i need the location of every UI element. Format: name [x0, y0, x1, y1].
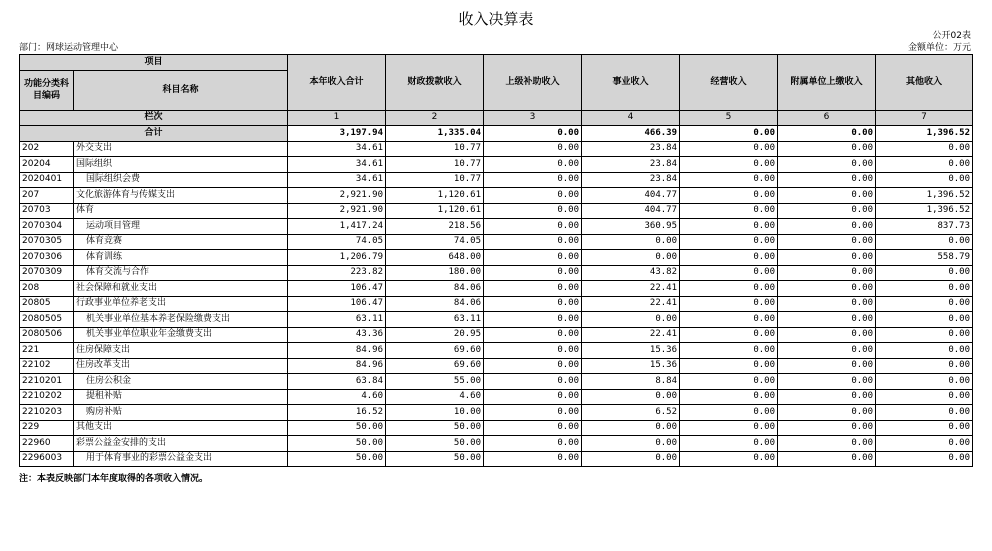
row-value: 23.84: [582, 157, 680, 173]
row-code: 20805: [20, 296, 74, 312]
row-value: 106.47: [288, 296, 386, 312]
total-value: 0.00: [778, 126, 876, 142]
total-value: 1,396.52: [876, 126, 973, 142]
row-value: 0.00: [876, 141, 973, 157]
row-value: 0.00: [582, 234, 680, 250]
row-value: 0.00: [778, 157, 876, 173]
table-row: [20, 281, 973, 297]
table-row: [20, 234, 973, 250]
row-value: 1,120.61: [386, 188, 484, 204]
table-row: [20, 374, 973, 390]
table-row: [20, 203, 973, 219]
row-value: 74.05: [288, 234, 386, 250]
row-value: 43.82: [582, 265, 680, 281]
row-value: 0.00: [484, 203, 582, 219]
row-value: 0.00: [680, 405, 778, 421]
row-value: 0.00: [680, 203, 778, 219]
row-value: 63.84: [288, 374, 386, 390]
row-value: 0.00: [778, 312, 876, 328]
row-code: 20204: [20, 157, 74, 173]
row-value: 0.00: [484, 157, 582, 173]
row-value: 22.41: [582, 296, 680, 312]
row-value: 0.00: [484, 219, 582, 235]
row-value: 0.00: [484, 188, 582, 204]
row-value: 15.36: [582, 343, 680, 359]
col-header-7: 其他收入: [876, 55, 973, 111]
row-value: 0.00: [876, 327, 973, 343]
row-value: 0.00: [876, 265, 973, 281]
row-value: 23.84: [582, 172, 680, 188]
row-subject-name: 机关事业单位基本养老保险缴费支出: [74, 312, 288, 328]
row-value: 0.00: [582, 250, 680, 266]
row-value: 10.77: [386, 157, 484, 173]
table-row: [20, 188, 973, 204]
row-value: 0.00: [680, 234, 778, 250]
row-value: 22.41: [582, 281, 680, 297]
row-value: 0.00: [680, 157, 778, 173]
row-value: 0.00: [680, 374, 778, 390]
row-value: 6.52: [582, 405, 680, 421]
row-value: 84.96: [288, 358, 386, 374]
row-value: 0.00: [876, 343, 973, 359]
row-value: 0.00: [778, 436, 876, 452]
table-row: [20, 451, 973, 467]
row-subject-name: 国际组织: [74, 157, 288, 173]
row-code: 221: [20, 343, 74, 359]
row-value: 0.00: [484, 420, 582, 436]
row-value: 0.00: [876, 172, 973, 188]
row-subject-name: 运动项目管理: [74, 219, 288, 235]
row-value: 0.00: [778, 172, 876, 188]
row-value: 84.96: [288, 343, 386, 359]
row-value: 23.84: [582, 141, 680, 157]
page-title: 收入决算表: [458, 10, 534, 28]
row-value: 0.00: [582, 451, 680, 467]
row-value: 84.06: [386, 281, 484, 297]
row-value: 0.00: [778, 343, 876, 359]
col-number-2: 2: [386, 110, 484, 126]
row-subject-name: 行政事业单位养老支出: [74, 296, 288, 312]
row-value: 0.00: [778, 250, 876, 266]
row-code: 2210203: [20, 405, 74, 421]
income-table: [19, 54, 973, 467]
col-header-2: 财政拨款收入: [386, 55, 484, 111]
table-row: [20, 141, 973, 157]
col-number-5: 5: [680, 110, 778, 126]
row-value: 0.00: [582, 389, 680, 405]
row-subject-name: 体育: [74, 203, 288, 219]
row-value: 22.41: [582, 327, 680, 343]
row-index-label: 栏次: [20, 110, 288, 126]
row-value: 223.82: [288, 265, 386, 281]
row-value: 0.00: [876, 451, 973, 467]
row-subject-name: 提租补贴: [74, 389, 288, 405]
row-value: 10.77: [386, 172, 484, 188]
table-row: [20, 436, 973, 452]
row-subject-name: 购房补贴: [74, 405, 288, 421]
row-value: 0.00: [484, 265, 582, 281]
row-code: 2210201: [20, 374, 74, 390]
row-value: 50.00: [386, 436, 484, 452]
row-value: 16.52: [288, 405, 386, 421]
row-subject-name: 住房保障支出: [74, 343, 288, 359]
col-header-3: 上级补助收入: [484, 55, 582, 111]
row-value: 0.00: [484, 389, 582, 405]
row-code: 202: [20, 141, 74, 157]
row-value: 0.00: [876, 358, 973, 374]
table-row: [20, 250, 973, 266]
row-value: 50.00: [288, 451, 386, 467]
row-subject-name: 用于体育事业的彩票公益金支出: [74, 451, 288, 467]
table-row: [20, 265, 973, 281]
row-code: 208: [20, 281, 74, 297]
total-value: 466.39: [582, 126, 680, 142]
row-value: 558.79: [876, 250, 973, 266]
total-value: 0.00: [484, 126, 582, 142]
row-value: 84.06: [386, 296, 484, 312]
row-value: 0.00: [778, 219, 876, 235]
row-value: 0.00: [680, 219, 778, 235]
row-code: 20703: [20, 203, 74, 219]
col-number-1: 1: [288, 110, 386, 126]
row-value: 0.00: [680, 172, 778, 188]
row-value: 0.00: [778, 265, 876, 281]
row-value: 63.11: [288, 312, 386, 328]
row-value: 0.00: [680, 420, 778, 436]
row-value: 0.00: [484, 296, 582, 312]
row-value: 0.00: [484, 141, 582, 157]
row-value: 34.61: [288, 141, 386, 157]
row-value: 0.00: [876, 312, 973, 328]
row-value: 2,921.90: [288, 188, 386, 204]
row-value: 0.00: [778, 374, 876, 390]
row-value: 50.00: [386, 420, 484, 436]
row-value: 0.00: [778, 141, 876, 157]
table-row: [20, 405, 973, 421]
row-value: 20.95: [386, 327, 484, 343]
row-value: 0.00: [876, 296, 973, 312]
row-value: 106.47: [288, 281, 386, 297]
row-value: 0.00: [876, 405, 973, 421]
row-subject-name: 体育竞赛: [74, 234, 288, 250]
row-value: 55.00: [386, 374, 484, 390]
row-value: 837.73: [876, 219, 973, 235]
row-value: 0.00: [680, 389, 778, 405]
row-value: 0.00: [778, 451, 876, 467]
total-value: 3,197.94: [288, 126, 386, 142]
header-project: 项目: [20, 55, 288, 71]
row-code: 2070309: [20, 265, 74, 281]
row-value: 0.00: [484, 358, 582, 374]
row-subject-name: 社会保障和就业支出: [74, 281, 288, 297]
row-code: 22960: [20, 436, 74, 452]
row-value: 0.00: [680, 327, 778, 343]
row-value: 404.77: [582, 203, 680, 219]
footnote: 注：本表反映部门本年度取得的各项收入情况。: [19, 474, 209, 484]
row-value: 8.84: [582, 374, 680, 390]
row-value: 43.36: [288, 327, 386, 343]
row-value: 34.61: [288, 172, 386, 188]
row-value: 0.00: [778, 420, 876, 436]
row-value: 0.00: [680, 358, 778, 374]
row-value: 0.00: [680, 141, 778, 157]
row-value: 0.00: [484, 405, 582, 421]
table-row: [20, 343, 973, 359]
col-header-6: 附属单位上缴收入: [778, 55, 876, 111]
row-subject-name: 体育交流与合作: [74, 265, 288, 281]
row-code: 2020401: [20, 172, 74, 188]
unit-label: 金额单位：万元: [907, 43, 971, 53]
row-value: 69.60: [386, 343, 484, 359]
row-value: 10.00: [386, 405, 484, 421]
row-value: 0.00: [680, 296, 778, 312]
row-value: 404.77: [582, 188, 680, 204]
table-row: [20, 358, 973, 374]
row-value: 69.60: [386, 358, 484, 374]
header-subject-name: 科目名称: [74, 70, 288, 110]
table-row: [20, 327, 973, 343]
row-value: 0.00: [778, 389, 876, 405]
col-header-4: 事业收入: [582, 55, 680, 111]
row-code: 2210202: [20, 389, 74, 405]
row-value: 0.00: [582, 312, 680, 328]
total-row: [20, 126, 973, 142]
table-row: [20, 172, 973, 188]
row-code: 2080506: [20, 327, 74, 343]
row-subject-name: 彩票公益金安排的支出: [74, 436, 288, 452]
col-number-4: 4: [582, 110, 680, 126]
row-value: 0.00: [778, 281, 876, 297]
col-header-1: 本年收入合计: [288, 55, 386, 111]
header-func-code: 功能分类科目编码: [20, 70, 74, 110]
col-number-6: 6: [778, 110, 876, 126]
row-subject-name: 国际组织会费: [74, 172, 288, 188]
row-value: 0.00: [778, 203, 876, 219]
row-value: 0.00: [876, 436, 973, 452]
row-value: 0.00: [680, 312, 778, 328]
row-value: 0.00: [582, 420, 680, 436]
row-value: 0.00: [680, 343, 778, 359]
row-code: 207: [20, 188, 74, 204]
row-subject-name: 体育训练: [74, 250, 288, 266]
row-value: 0.00: [778, 358, 876, 374]
table-row: [20, 389, 973, 405]
form-number: 公开02表: [932, 31, 971, 41]
row-value: 0.00: [778, 188, 876, 204]
row-value: 360.95: [582, 219, 680, 235]
row-value: 0.00: [876, 157, 973, 173]
row-value: 4.60: [386, 389, 484, 405]
total-value: 0.00: [680, 126, 778, 142]
row-value: 34.61: [288, 157, 386, 173]
row-value: 1,396.52: [876, 188, 973, 204]
row-subject-name: 住房改革支出: [74, 358, 288, 374]
row-value: 1,206.79: [288, 250, 386, 266]
row-value: 0.00: [876, 420, 973, 436]
row-value: 218.56: [386, 219, 484, 235]
row-subject-name: 文化旅游体育与传媒支出: [74, 188, 288, 204]
row-value: 0.00: [876, 389, 973, 405]
row-value: 50.00: [288, 420, 386, 436]
row-subject-name: 机关事业单位职业年金缴费支出: [74, 327, 288, 343]
row-value: 15.36: [582, 358, 680, 374]
row-value: 0.00: [484, 250, 582, 266]
row-value: 0.00: [680, 451, 778, 467]
row-subject-name: 其他支出: [74, 420, 288, 436]
row-code: 2296003: [20, 451, 74, 467]
row-code: 2070306: [20, 250, 74, 266]
row-value: 0.00: [484, 451, 582, 467]
row-value: 63.11: [386, 312, 484, 328]
col-number-3: 3: [484, 110, 582, 126]
row-value: 4.60: [288, 389, 386, 405]
row-value: 180.00: [386, 265, 484, 281]
row-value: 0.00: [484, 312, 582, 328]
row-value: 50.00: [386, 451, 484, 467]
table-row: [20, 157, 973, 173]
row-value: 0.00: [680, 265, 778, 281]
row-value: 10.77: [386, 141, 484, 157]
row-code: 229: [20, 420, 74, 436]
row-code: 22102: [20, 358, 74, 374]
row-subject-name: 外交支出: [74, 141, 288, 157]
row-value: 0.00: [680, 436, 778, 452]
row-value: 74.05: [386, 234, 484, 250]
row-value: 0.00: [484, 234, 582, 250]
row-value: 0.00: [484, 374, 582, 390]
col-header-5: 经营收入: [680, 55, 778, 111]
row-code: 2080505: [20, 312, 74, 328]
row-value: 0.00: [778, 405, 876, 421]
row-value: 0.00: [680, 281, 778, 297]
row-value: 0.00: [680, 250, 778, 266]
table-row: [20, 219, 973, 235]
row-value: 0.00: [484, 281, 582, 297]
row-value: 2,921.90: [288, 203, 386, 219]
row-value: 50.00: [288, 436, 386, 452]
row-code: 2070304: [20, 219, 74, 235]
row-value: 0.00: [484, 343, 582, 359]
row-value: 0.00: [778, 296, 876, 312]
row-subject-name: 住房公积金: [74, 374, 288, 390]
table-row: [20, 312, 973, 328]
row-value: 0.00: [876, 374, 973, 390]
row-value: 0.00: [876, 234, 973, 250]
row-value: 0.00: [484, 436, 582, 452]
row-value: 0.00: [484, 327, 582, 343]
row-value: 1,120.61: [386, 203, 484, 219]
row-value: 1,417.24: [288, 219, 386, 235]
row-value: 0.00: [778, 327, 876, 343]
total-label: 合计: [20, 126, 288, 142]
row-code: 2070305: [20, 234, 74, 250]
row-value: 0.00: [582, 436, 680, 452]
table-row: [20, 420, 973, 436]
row-value: 648.00: [386, 250, 484, 266]
department-label: 部门：网球运动管理中心: [19, 43, 119, 53]
row-value: 1,396.52: [876, 203, 973, 219]
row-value: 0.00: [680, 188, 778, 204]
row-value: 0.00: [778, 234, 876, 250]
row-value: 0.00: [484, 172, 582, 188]
row-value: 0.00: [876, 281, 973, 297]
total-value: 1,335.04: [386, 126, 484, 142]
table-row: [20, 296, 973, 312]
col-number-7: 7: [876, 110, 973, 126]
